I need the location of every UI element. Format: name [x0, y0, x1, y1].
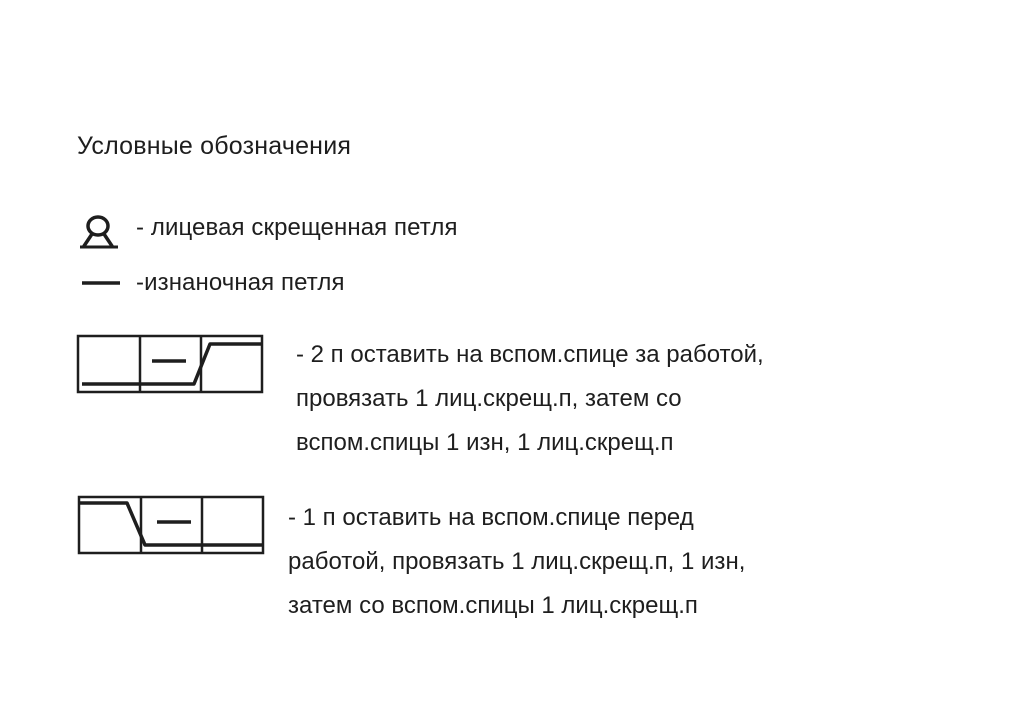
purl-stitch-icon [82, 278, 122, 288]
twisted-knit-stitch-label: - лицевая скрещенная петля [136, 214, 458, 241]
purl-stitch-label: -изнаночная петля [136, 269, 345, 296]
cable-left-cross-icon [77, 495, 267, 557]
cable-right-cross-icon [76, 334, 266, 396]
cable-left-cross-line-2: работой, провязать 1 лиц.скрещ.п, 1 изн, [288, 548, 746, 575]
cable-right-cross-line-3: вспом.спицы 1 изн, 1 лиц.скрещ.п [296, 429, 674, 456]
cable-left-cross-description [288, 496, 745, 628]
cable-right-cross-line-1: - 2 п оставить на вспом.спице за работой, [296, 341, 764, 368]
twisted-knit-stitch-icon [78, 212, 122, 254]
legend-title: Условные обозначения [77, 132, 352, 160]
cable-left-cross-line-3: затем со вспом.спицы 1 лиц.скрещ.п [288, 592, 698, 619]
cable-right-cross-description [296, 333, 764, 465]
cable-right-cross-line-2: провязать 1 лиц.скрещ.п, затем со [296, 385, 682, 412]
cable-left-cross-line-1: - 1 п оставить на вспом.спице перед [288, 504, 694, 531]
